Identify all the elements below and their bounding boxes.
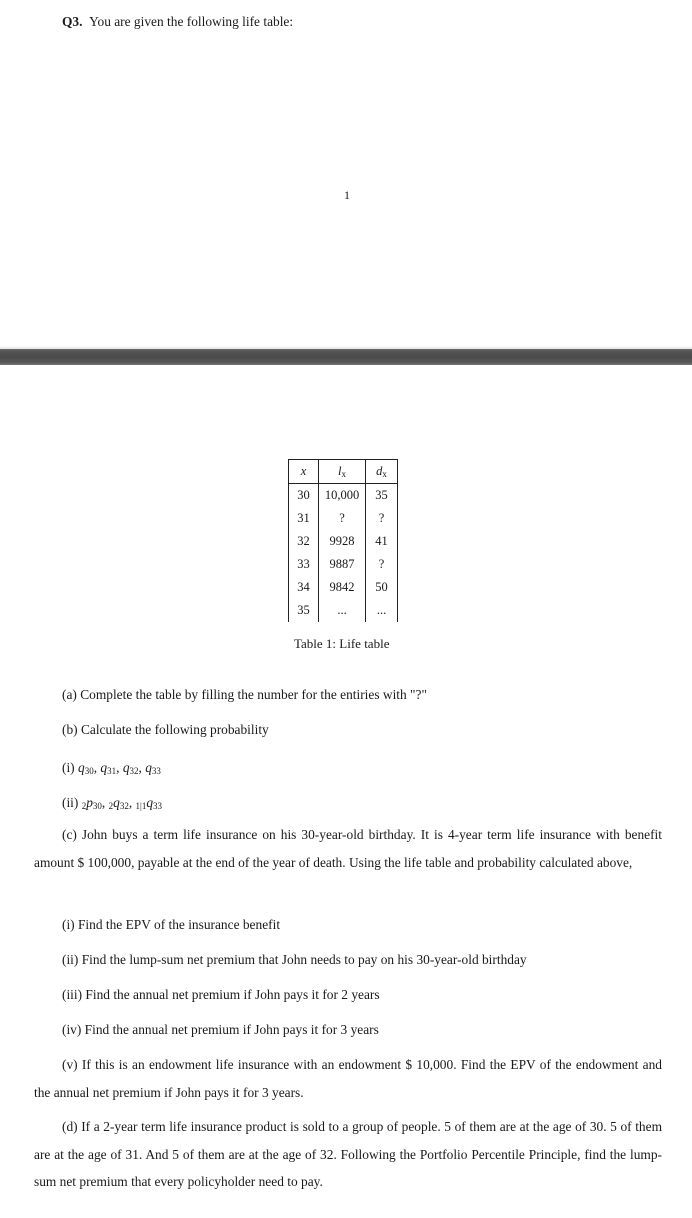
part-c-ii: (ii) Find the lump-sum net premium that John needs to pay on his 30-year-old birthday <box>62 952 527 967</box>
cell-dx: ... <box>366 599 398 622</box>
table-header-row <box>289 460 398 484</box>
math-term: $q_{30}$ <box>78 760 94 776</box>
part-c-iv: (iv) Find the annual net premium if John pays it for 3 years <box>62 1022 379 1037</box>
table-row <box>289 530 398 553</box>
cell-x: 32 <box>289 530 319 553</box>
cell-lx: 10,000 <box>319 484 366 508</box>
part-c-iii: (iii) Find the annual net premium if John pays it for 2 years <box>62 987 380 1002</box>
table-row <box>289 599 398 622</box>
math-term: $q_{32}$ <box>122 760 139 776</box>
cell-x: 35 <box>289 599 319 622</box>
math-term: $_{1|1}q_{33}$ <box>135 795 163 811</box>
cell-x: 31 <box>289 507 319 530</box>
part-c: (c) John buys a term life insurance on his 30-year-old birthday. It is 4-year term life insurance with benefit amount $ 100,000, payable at the end of the year of death. Using the life table and probability calculated above, <box>34 827 662 870</box>
cell-lx: 9887 <box>319 553 366 576</box>
header-lx: $l_x$ <box>319 460 366 484</box>
table-row <box>289 484 398 508</box>
life-table <box>288 459 398 622</box>
page-number: 1 <box>344 188 350 202</box>
table-caption: Table 1: Life table <box>294 636 390 651</box>
cell-lx: ? <box>319 507 366 530</box>
part-b: (b) Calculate the following probability <box>62 722 269 737</box>
question-intro: You are given the following life table: <box>89 14 294 29</box>
part-b-ii: (ii) $_2p_{30}$, $_2q_{32}$, $_{1|1}q_{33}$ <box>62 795 163 811</box>
math-term: $q_{31}$ <box>100 760 117 776</box>
table-row <box>289 553 398 576</box>
header-dx: $d_x$ <box>366 460 398 484</box>
part-a: (a) Complete the table by filling the number for the entiries with "?" <box>62 687 427 702</box>
cell-dx: 35 <box>366 484 398 508</box>
part-c-v: (v) If this is an endowment life insurance with an endowment $ 10,000. Find the EPV of the endowment and the annual net premium if John pays it for 3 years. <box>34 1057 662 1100</box>
cell-lx: ... <box>319 599 366 622</box>
cell-dx: 50 <box>366 576 398 599</box>
cell-x: 34 <box>289 576 319 599</box>
part-b-i: (i) $q_{30}$, $q_{31}$, $q_{32}$, $q_{33}$ <box>62 760 161 776</box>
cell-dx: 41 <box>366 530 398 553</box>
part-d: (d) If a 2-year term life insurance product is sold to a group of people. 5 of them are at the age of 30. 5 of them are at the age of 31. And 5 of them are at the age of 32. Following the Portfolio Percentile Principle, find the lump-sum net premium that every policyholder need to pay. <box>34 1119 662 1189</box>
part-c-i: (i) Find the EPV of the insurance benefit <box>62 917 281 932</box>
math-term: $_2p_{30}$ <box>81 795 102 811</box>
cell-dx: ? <box>366 507 398 530</box>
math-term: $_2q_{32}$ <box>108 795 129 811</box>
question-heading <box>62 14 293 30</box>
table-row <box>289 507 398 530</box>
question-number: Q3. <box>62 14 83 29</box>
cell-lx: 9928 <box>319 530 366 553</box>
cell-lx: 9842 <box>319 576 366 599</box>
header-x: x <box>289 460 319 484</box>
cell-x: 33 <box>289 553 319 576</box>
page-divider <box>0 349 692 365</box>
table-row <box>289 576 398 599</box>
cell-x: 30 <box>289 484 319 508</box>
cell-dx: ? <box>366 553 398 576</box>
math-term: $q_{33}$ <box>145 760 161 776</box>
